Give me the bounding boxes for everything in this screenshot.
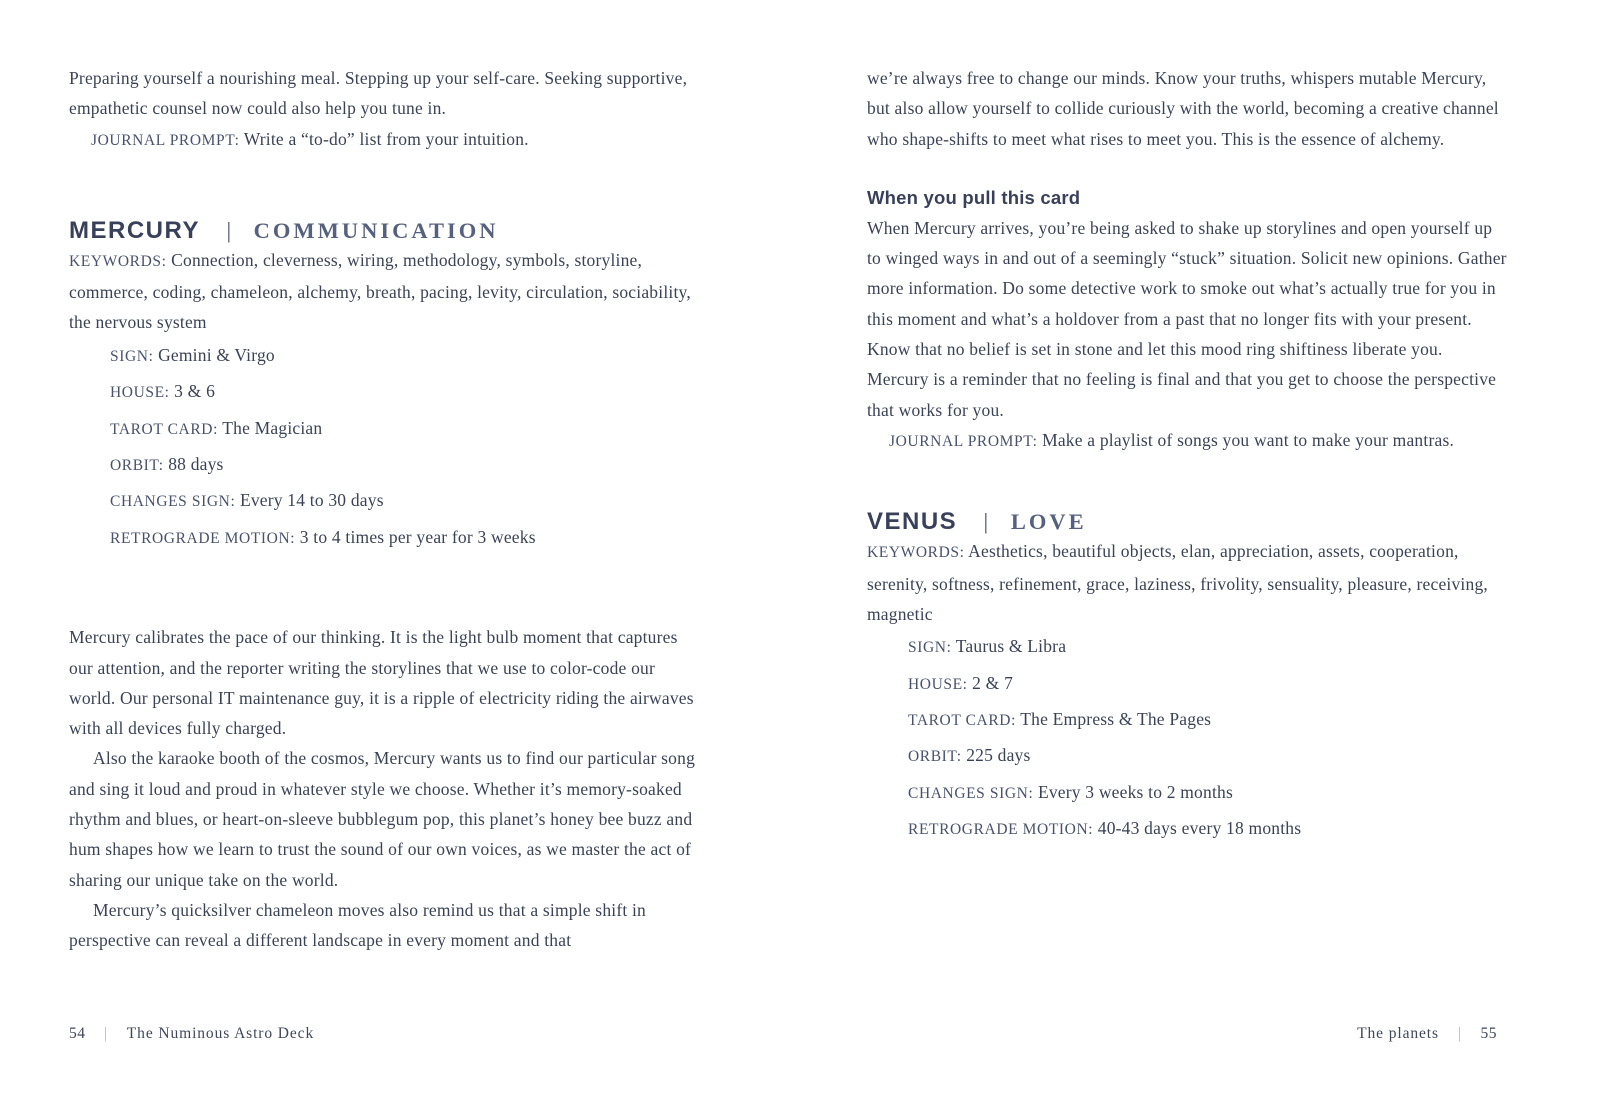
keywords-paragraph [867,536,1507,629]
footer-left [69,1025,314,1043]
stat-retrograde-motion [110,520,705,556]
planet-name: MERCURY [69,216,200,244]
footer-right [1357,1025,1497,1043]
stat-value: 3 to 4 times per year for 3 weeks [299,526,536,547]
stat-label: HOUSE: [908,675,968,693]
mercury-heading [69,217,705,245]
body-paragraph: Mercury calibrates the pace of our thinking. It is the light bulb moment that captures our attention, and the reporter writing the storylines that we use to color-code our world. Our personal IT maintenance guy, it is a ripple of electricity riding the airwaves with all devices fully charged. [69,627,694,739]
footer-separator: | [1458,1025,1461,1042]
stat-sign [908,629,1507,665]
stat-label: CHANGES SIGN: [110,493,236,511]
stat-retrograde-motion [908,811,1507,847]
stat-house [908,666,1507,702]
stat-value: Gemini & Virgo [158,344,275,365]
keywords-label: KEYWORDS: [69,252,167,270]
stat-label: HOUSE: [110,384,170,402]
stat-label: TAROT CARD: [908,711,1016,729]
planet-name: VENUS [867,508,958,536]
stat-changes-sign [908,775,1507,811]
keywords-paragraph [69,245,705,338]
book-title: The Numinous Astro Deck [126,1025,315,1042]
stat-tarot-card [110,411,705,447]
stat-orbit [908,738,1507,774]
footer-separator: | [105,1025,108,1042]
body-paragraph: Also the karaoke booth of the cosmos, Mercury wants us to find our particular song and sing it loud and proud in whatever style we choose. Whether it’s memory-soaked rhythm and blues, or heart-on-sleeve bubblegum pop, this planet’s honey bee buzz and hum shapes how we learn to trust the sound of our own voices, as we master the act of sharing our unique take on the world. [69,748,696,890]
stat-label: ORBIT: [110,457,164,474]
stat-changes-sign [110,483,705,519]
page-right [867,63,1507,848]
stat-value: 2 & 7 [972,672,1014,693]
journal-prompt-line [867,425,1507,457]
keywords-text: Aesthetics, beautiful objects, elan, appreciation, assets, cooperation, serenity, softness, refinement, grace, laziness, frivolity, sensuality, pleasure, receiving, magnetic [867,541,1488,624]
stat-orbit [110,447,705,483]
journal-prompt-label: JOURNAL PROMPT: [889,432,1038,450]
venus-stats-list [867,629,1507,847]
keywords-text: Connection, cleverness, wiring, methodology, symbols, storyline, commerce, coding, chameleon, alchemy, breath, pacing, levity, circulation, sociability, the nervous system [69,249,691,333]
mercury-stats-list [69,338,705,556]
stat-label: TAROT CARD: [110,420,218,438]
pull-card-paragraph: When Mercury arrives, you’re being asked to shake up storylines and open yourself up to winged ways in and out of a seemingly “stuck” situation. Solicit new opinions. Gather more information. Do some detective work to smoke out what’s actually true for you in this moment and what’s a holdover from a past that no longer fits with your present. Know that no belief is set in stone and let this mood ring shiftiness liberate you. Mercury is a reminder that no feeling is final and that you get to choose the perspective that works for you. [867,217,1507,420]
page-number: 54 [69,1025,86,1042]
intro-paragraph: Preparing yourself a nourishing meal. Stepping up your self-care. Seeking supportive, empathetic counsel now could also help you tune in. [69,68,688,119]
stat-value: The Empress & The Pages [1020,708,1212,729]
journal-prompt-text: Write a “to-do” list from your intuition. [243,128,529,149]
page-number: 55 [1480,1025,1497,1042]
chapter-title: The planets [1357,1025,1439,1042]
stat-sign [110,338,705,374]
continuation-paragraph: we’re always free to change our minds. Know your truths, whispers mutable Mercury, but also allow yourself to collide curiously with the world, becoming a creative channel who shape-shifts to meet what rises to meet you. This is the essence of alchemy. [867,68,1499,149]
journal-prompt-line [69,124,705,156]
stat-value: 3 & 6 [174,381,216,402]
heading-separator: | [984,509,988,535]
heading-separator: | [227,217,231,243]
pull-card-heading: When you pull this card [867,186,1081,208]
planet-theme: LOVE [1010,509,1087,535]
stat-value: 88 days [168,454,224,474]
mercury-body-text [69,622,705,955]
stat-label: ORBIT: [908,748,962,766]
journal-prompt-text: Make a playlist of songs you want to make your mantras. [1042,429,1455,450]
stat-value: 40-43 days every 18 months [1097,818,1302,839]
stat-tarot-card [908,702,1507,738]
keywords-label: KEYWORDS: [867,544,965,562]
stat-label: SIGN: [908,639,952,657]
stat-house [110,374,705,410]
stat-label: SIGN: [110,347,154,365]
page-left [69,63,705,955]
stat-label: RETROGRADE MOTION: [110,529,296,547]
stat-label: RETROGRADE MOTION: [908,821,1094,839]
planet-theme: COMMUNICATION [253,217,499,243]
journal-prompt-label: JOURNAL PROMPT: [91,131,240,149]
stat-label: CHANGES SIGN: [908,784,1034,802]
stat-value: Every 14 to 30 days [239,490,384,511]
stat-value: The Magician [222,417,323,438]
stat-value: Taurus & Libra [955,636,1067,657]
stat-value: Every 3 weeks to 2 months [1037,781,1233,802]
stat-value: 225 days [966,745,1031,766]
venus-heading [867,508,1507,536]
body-paragraph: Mercury’s quicksilver chameleon moves also remind us that a simple shift in perspective can reveal a different landscape in every moment and that [69,899,647,951]
